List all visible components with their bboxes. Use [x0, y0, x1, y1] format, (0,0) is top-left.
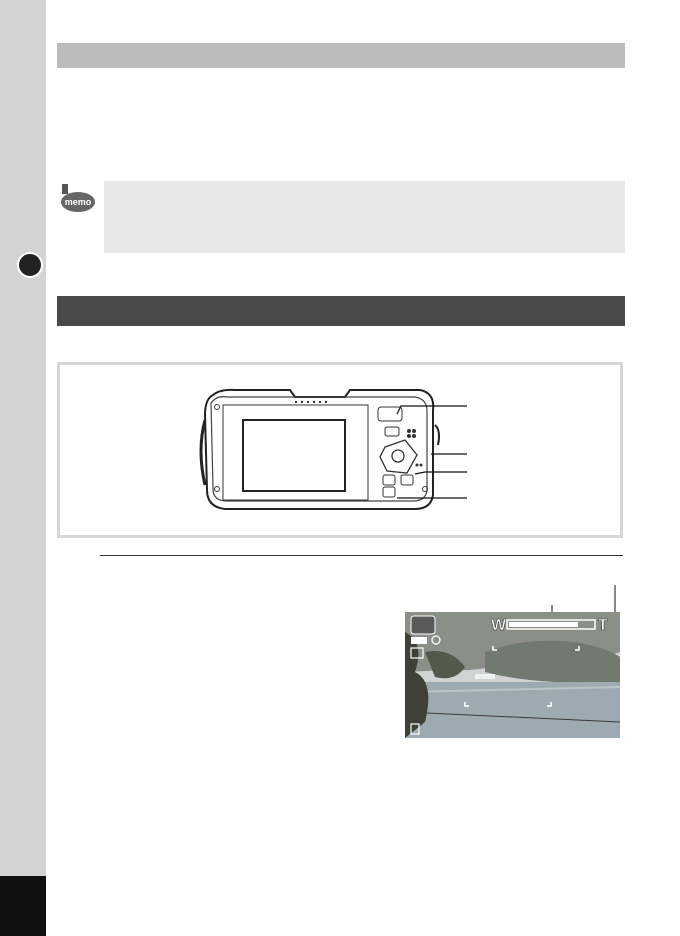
callout-leaders [395, 398, 475, 508]
step-divider-line [100, 555, 623, 556]
zoom-wide-label: W [491, 617, 507, 634]
page-number-tab [0, 876, 46, 936]
auto-picture-icon [411, 616, 435, 634]
focus-frame [465, 646, 579, 706]
memo-icon [58, 182, 96, 216]
memo-box [104, 181, 625, 253]
battery-icon [411, 637, 427, 644]
zoom-tele-label: T [598, 617, 608, 634]
zoom-bar-fill [509, 622, 578, 627]
section-heading-bar-dark [57, 296, 625, 326]
memo-icon-label: memo [64, 197, 92, 207]
monitor-screen-photo [405, 612, 620, 738]
zoom-magnifier-icon [432, 636, 440, 644]
chapter-marker [17, 252, 43, 278]
chapter-sidebar [0, 0, 46, 936]
face-detect-icon [411, 648, 423, 658]
memory-icon [411, 724, 419, 734]
section-heading-bar [57, 43, 625, 68]
